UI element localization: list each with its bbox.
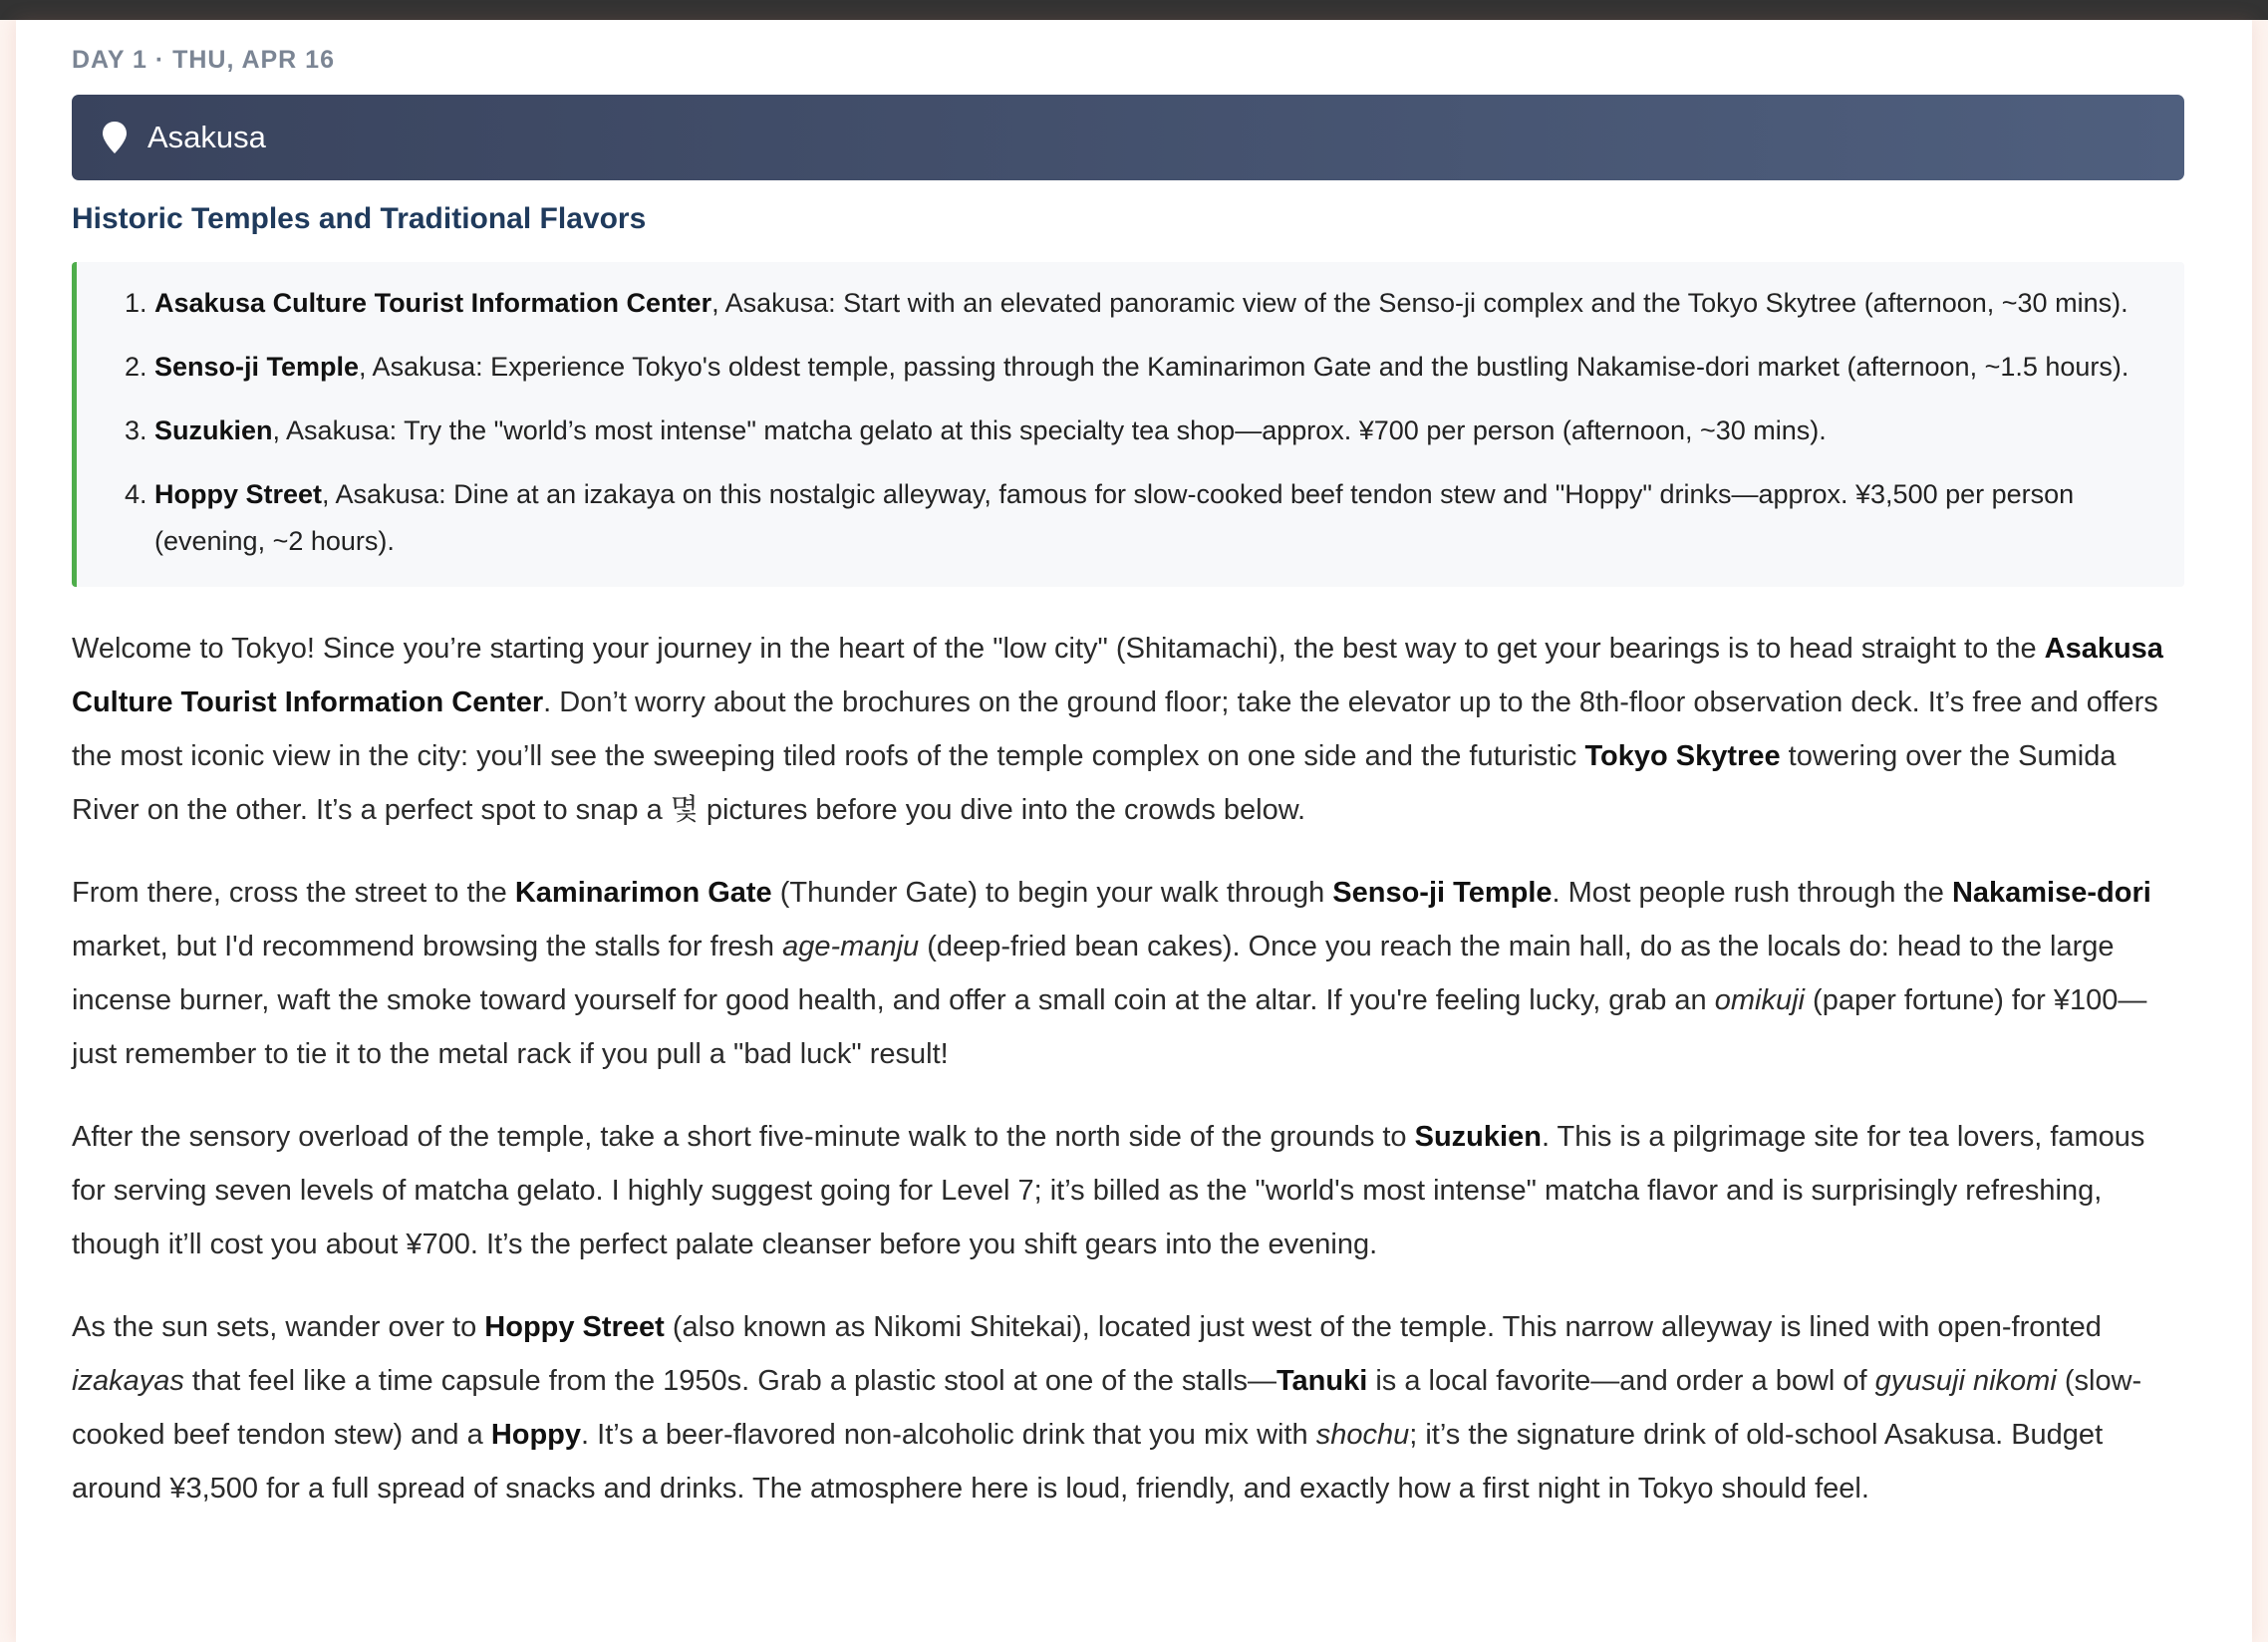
narrative-paragraph: [72, 1300, 2184, 1515]
paragraph-text: (also known as Nikomi Shitekai), located just west of the temple. This narrow alleyway is lined with open-fronted: [664, 1311, 2102, 1343]
plan-item: [125, 471, 2144, 565]
highlighted-place: Suzukien: [1414, 1121, 1542, 1153]
paragraph-text: (slow-cooked beef tendon stew) and a: [72, 1365, 2142, 1451]
location-bar: [72, 95, 2184, 180]
paragraph-text: towering over the Sumida River on the other. It’s a perfect spot to snap a 몇 pictures before you dive into the crowds below.: [72, 740, 2117, 826]
highlighted-place: Tokyo Skytree: [1584, 740, 1781, 772]
emphasized-term: omikuji: [1714, 984, 1805, 1016]
plan-item-text: [154, 280, 2128, 327]
paragraph-text: (deep-fried bean cakes). Once you reach the main hall, do as the locals do: head to the large incense burner, waft the smoke toward yourself for good health, and offer a small coin at the altar. If you're feeling lucky, grab an: [72, 931, 2115, 1016]
paragraph-text: that feel like a time capsule from the 1950s. Grab a plastic stool at one of the stalls—: [183, 1365, 1276, 1397]
plan-item-text: [154, 471, 2144, 565]
paragraph-text: After the sensory overload of the temple, take a short five-minute walk to the north side of the grounds to: [72, 1121, 1415, 1153]
emphasized-term: shochu: [1315, 1419, 1410, 1451]
plan-item-description: , Asakusa: Start with an elevated panoramic view of the Senso-ji complex and the Tokyo Skytree (afternoon, ~30 mins).: [711, 288, 2128, 318]
paragraph-text: As the sun sets, wander over to: [72, 1311, 485, 1343]
plan-item-description: , Asakusa: Dine at an izakaya on this nostalgic alleyway, famous for slow-cooked beef tendon stew and "Hoppy" drinks—approx. ¥3,500 per person (evening, ~2 hours).: [154, 479, 2075, 556]
map-pin-icon: [102, 118, 128, 157]
paragraph-text: ; it’s the signature drink of old-school Asakusa. Budget around ¥3,500 for a full spread of snacks and drinks. The atmosphere here is loud, friendly, and exactly how a first night in Tokyo should feel.: [72, 1419, 2104, 1505]
plan-item: [125, 280, 2144, 327]
highlighted-place: Hoppy: [490, 1419, 582, 1451]
plan-item-name: Asakusa Culture Tourist Information Center: [154, 288, 712, 318]
plan-item-text: [154, 344, 2128, 391]
paragraph-text: . Don’t worry about the brochures on the ground floor; take the elevator up to the 8th-floor observation deck. It’s free and offers the most iconic view in the city: you’ll see the sweeping tiled roofs of the temple complex on one side and the futuristic: [72, 686, 2158, 772]
emphasized-term: age-manju: [782, 931, 920, 962]
highlighted-place: Tanuki: [1276, 1365, 1368, 1397]
paragraph-text: market, but I'd recommend browsing the stalls for fresh: [72, 931, 783, 962]
plan-item-description: , Asakusa: Try the "world’s most intense" matcha gelato at this specialty tea shop—approx. ¥700 per person (afternoon, ~30 mins).: [272, 415, 1827, 445]
paragraph-text: Welcome to Tokyo! Since you’re starting your journey in the heart of the "low city" (Shitamachi), the best way to get your bearings is to head straight to the: [72, 633, 2045, 665]
window-top-bar: [0, 0, 2268, 20]
plan-item-description: , Asakusa: Experience Tokyo's oldest temple, passing through the Kaminarimon Gate and the bustling Nakamise-dori market (afternoon, ~1.5 hours).: [359, 352, 2129, 382]
highlighted-place: Asakusa Culture Tourist Information Center: [72, 633, 2163, 718]
paragraph-text: (paper fortune) for ¥100—just remember to tie it to the metal rack if you pull a "bad luck" result!: [72, 984, 2147, 1070]
plan-item-number: 3.: [125, 415, 147, 445]
paragraph-text: . This is a pilgrimage site for tea lovers, famous for serving seven levels of matcha gelato. I highly suggest going for Level 7; it’s billed as the "world's most intense" matcha flavor and is surprisingly refreshing, though it’ll cost you about ¥700. It’s the perfect palate cleanser before you shift gears into the evening.: [72, 1121, 2145, 1260]
plan-item-name: Hoppy Street: [154, 479, 323, 509]
narrative-paragraph: [72, 622, 2184, 837]
paragraph-text: . Most people rush through the: [1552, 877, 1952, 909]
highlighted-place: Kaminarimon Gate: [514, 877, 772, 909]
plan-item-text: [154, 408, 1827, 454]
paragraph-text: is a local favorite—and order a bowl of: [1367, 1365, 1875, 1397]
narrative: [72, 622, 2184, 1515]
plan-item-name: Senso-ji Temple: [154, 352, 360, 382]
highlighted-place: Hoppy Street: [484, 1311, 665, 1343]
emphasized-term: gyusuji nikomi: [1874, 1365, 2057, 1397]
narrative-paragraph: [72, 1110, 2184, 1271]
section-title: Historic Temples and Traditional Flavors: [72, 202, 647, 235]
itinerary-page: [16, 20, 2252, 1642]
emphasized-term: izakayas: [72, 1365, 184, 1397]
plan-summary: [72, 262, 2184, 587]
plan-item-number: 2.: [125, 352, 147, 382]
highlighted-place: Senso-ji Temple: [1332, 877, 1553, 909]
paragraph-text: (Thunder Gate) to begin your walk through: [771, 877, 1333, 909]
day-label: DAY 1 · THU, APR 16: [72, 46, 335, 74]
plan-item: [125, 344, 2144, 391]
plan-item: [125, 408, 2144, 454]
plan-item-name: Suzukien: [154, 415, 273, 445]
plan-item-number: 4.: [125, 479, 147, 509]
location-name: Asakusa: [147, 120, 266, 154]
paragraph-text: From there, cross the street to the: [72, 877, 515, 909]
narrative-paragraph: [72, 866, 2184, 1081]
highlighted-place: Nakamise-dori: [1951, 877, 2151, 909]
paragraph-text: . It’s a beer-flavored non-alcoholic drink that you mix with: [581, 1419, 1316, 1451]
day-section: [72, 20, 2184, 1515]
plan-item-number: 1.: [125, 288, 147, 318]
